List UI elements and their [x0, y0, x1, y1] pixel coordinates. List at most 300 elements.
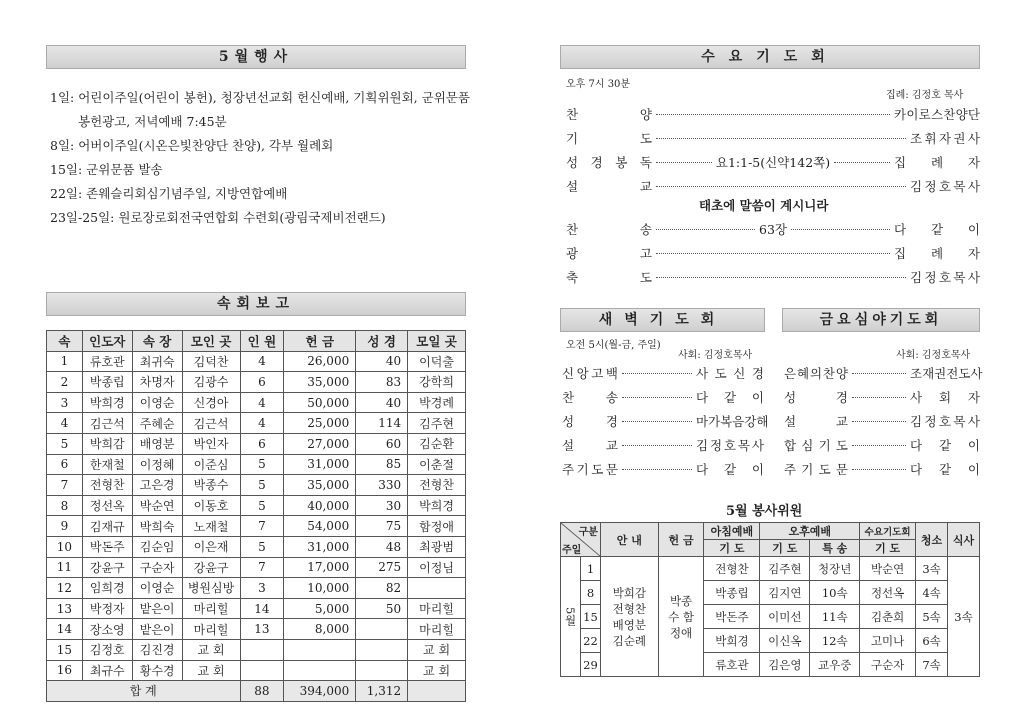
wednesday-row	[566, 220, 980, 238]
meetings-cell: 박순연	[132, 495, 182, 516]
meetings-cell: 11	[47, 557, 83, 578]
wednesday-prayer-cell: 김춘희	[860, 605, 916, 629]
wednesday-row	[566, 129, 980, 147]
friday-row	[784, 388, 980, 406]
dawn-presider: 사회: 김정호목사	[678, 350, 753, 361]
meetings-cell: 5,000	[284, 598, 356, 619]
dawn-value: 다 같 이	[696, 462, 764, 477]
wednesday-label: 기 도	[566, 131, 652, 146]
meetings-cell: 17,000	[284, 557, 356, 578]
leader-dots	[852, 445, 906, 446]
wednesday-row	[566, 105, 980, 123]
meetings-cell: 13	[47, 598, 83, 619]
meetings-cell: 장소영	[82, 619, 132, 640]
leader-dots	[656, 162, 712, 163]
meetings-cell: 83	[356, 372, 408, 393]
meetings-cell: 임희경	[82, 578, 132, 599]
meetings-cell: 114	[356, 413, 408, 434]
meetings-row	[47, 433, 466, 454]
committee-row	[561, 557, 980, 581]
wednesday-value: 김 정 호 목 사	[910, 270, 980, 285]
friday-label: 성 경	[784, 390, 848, 405]
events-list	[50, 86, 470, 230]
leader-dots	[656, 186, 906, 187]
meetings-cell: 27,000	[284, 433, 356, 454]
header-morning: 아침예배	[704, 523, 760, 540]
meetings-cell: 9	[47, 516, 83, 537]
meetings-cell: 이영순	[132, 578, 182, 599]
meetings-cell: 마리힐	[408, 619, 466, 640]
meetings-cell: 330	[356, 475, 408, 496]
event-item: 8일: 어버이주일(시온은빛찬양단 찬양), 각부 월례회	[50, 138, 334, 153]
month-cell: 5월	[561, 557, 581, 677]
total-bible: 1,312	[356, 681, 408, 702]
wednesday-row	[566, 244, 980, 262]
header-gubun: 구분	[578, 527, 598, 538]
wednesday-prayer-cell: 박순연	[860, 557, 916, 581]
special-song-cell: 11속	[810, 605, 860, 629]
friday-row	[784, 364, 983, 382]
meetings-cell: 강윤구	[82, 557, 132, 578]
meetings-cell: 밭은이	[132, 598, 182, 619]
meetings-cell: 김근석	[82, 413, 132, 434]
total-empty	[408, 681, 466, 702]
meetings-cell: 김재규	[82, 516, 132, 537]
meetings-cell: 전형찬	[82, 475, 132, 496]
col-header: 속	[47, 331, 83, 352]
meetings-row	[47, 372, 466, 393]
friday-label: 합 심 기 도	[784, 438, 848, 453]
dawn-row	[562, 412, 769, 430]
wednesday-prayer-cell: 구순자	[860, 653, 916, 677]
meetings-cell: 교 회	[408, 639, 466, 660]
meetings-cell: 박희감	[82, 433, 132, 454]
wednesday-prayer-cell: 정선옥	[860, 581, 916, 605]
meetings-cell: 박경례	[408, 392, 466, 413]
meetings-row	[47, 475, 466, 496]
wednesday-label: 찬 송	[566, 222, 652, 237]
col-header: 모인 곳	[182, 331, 240, 352]
header-prayer: 기 도	[860, 540, 916, 557]
meetings-row	[47, 516, 466, 537]
meetings-cell: 이동호	[182, 495, 240, 516]
meetings-cell: 이정혜	[132, 454, 182, 475]
header-guide: 안 내	[600, 523, 658, 557]
week-cell: 1	[580, 557, 600, 581]
corner-header	[561, 523, 601, 557]
friday-title: 금요심야기도회	[782, 308, 980, 332]
dawn-title: 새벽기도회	[560, 308, 765, 332]
meetings-cell: 이덕출	[408, 351, 466, 372]
meetings-cell: 8,000	[284, 619, 356, 640]
meetings-table	[46, 330, 466, 702]
meetings-cell: 신경아	[182, 392, 240, 413]
meetings-cell: 4	[240, 351, 284, 372]
leader-dots	[656, 253, 890, 254]
meetings-cell: 류호관	[82, 351, 132, 372]
events-title: 5월행사	[46, 45, 466, 69]
meetings-cell: 병원심방	[182, 578, 240, 599]
meetings-cell: 35,000	[284, 372, 356, 393]
wednesday-row	[566, 268, 980, 286]
meetings-cell: 한재철	[82, 454, 132, 475]
dawn-value: 다 같 이	[696, 390, 764, 405]
week-cell: 22	[580, 629, 600, 653]
friday-value: 다 같 이	[910, 438, 980, 453]
meetings-cell: 주혜순	[132, 413, 182, 434]
wednesday-label: 광 고	[566, 246, 652, 261]
meetings-cell: 박희숙	[132, 516, 182, 537]
offering-cell: 박종수 함정애	[658, 557, 704, 677]
friday-value: 다 같 이	[910, 462, 980, 477]
wednesday-row	[566, 177, 980, 195]
meetings-cell: 최규수	[82, 660, 132, 681]
dawn-time: 오전 5시(월-금, 주일)	[566, 340, 661, 351]
meetings-row	[47, 392, 466, 413]
dawn-row	[562, 436, 764, 454]
meetings-row	[47, 660, 466, 681]
meetings-cell: 노재철	[182, 516, 240, 537]
meetings-cell: 최귀숙	[132, 351, 182, 372]
meetings-cell: 김정호	[82, 639, 132, 660]
meetings-cell: 박희경	[82, 392, 132, 413]
meetings-cell: 15	[47, 639, 83, 660]
meetings-cell: 이영순	[132, 392, 182, 413]
event-item: 1일: 어린이주일(어린이 봉헌), 청장년선교회 헌신예배, 기획위원회, 군위문품	[50, 90, 470, 105]
meetings-cell: 교 회	[182, 639, 240, 660]
meetings-cell: 교 회	[408, 660, 466, 681]
leader-dots	[852, 469, 906, 470]
wednesday-value: 다 같 이	[894, 222, 980, 237]
meetings-cell: 김덕찬	[182, 351, 240, 372]
week-cell: 29	[580, 653, 600, 677]
meetings-cell: 5	[47, 433, 83, 454]
afternoon-prayer-cell: 김주현	[760, 557, 810, 581]
meetings-cell: 13	[240, 619, 284, 640]
wednesday-label: 설 교	[566, 179, 652, 194]
guide-cell: 박희감 전형찬 배영분 김순례	[600, 557, 658, 677]
leader-dots	[656, 138, 906, 139]
meetings-cell	[356, 619, 408, 640]
meetings-cell: 최광범	[408, 536, 466, 557]
wednesday-value: 집 례 자	[894, 246, 980, 261]
meetings-cell: 전형찬	[408, 475, 466, 496]
meetings-cell: 이정님	[408, 557, 466, 578]
cleaning-cell: 3속	[916, 557, 948, 581]
meetings-cell	[284, 660, 356, 681]
col-header: 성 경	[356, 331, 408, 352]
meetings-cell: 26,000	[284, 351, 356, 372]
wednesday-row	[566, 153, 980, 171]
meetings-cell: 고은경	[132, 475, 182, 496]
meetings-cell: 이춘절	[408, 454, 466, 475]
event-item: 23일-25일: 원로장로회전국연합회 수련회(광림국제비전랜드)	[50, 210, 386, 225]
special-song-cell: 12속	[810, 629, 860, 653]
friday-row	[784, 436, 980, 454]
meetings-header-row	[47, 331, 466, 352]
meetings-cell: 40	[356, 392, 408, 413]
meetings-cell: 박돈주	[82, 536, 132, 557]
meetings-row	[47, 413, 466, 434]
meetings-cell: 김순환	[408, 433, 466, 454]
wednesday-value: 조 휘 자 권 사	[910, 131, 980, 146]
leader-dots	[622, 373, 692, 374]
meetings-cell: 마리힐	[408, 598, 466, 619]
meetings-cell: 7	[240, 557, 284, 578]
dawn-label: 신 앙 고 백	[562, 366, 618, 381]
wednesday-presider: 집례: 김정호 목사	[886, 90, 964, 101]
leader-dots	[622, 469, 692, 470]
meetings-cell: 82	[356, 578, 408, 599]
meetings-cell: 8	[47, 495, 83, 516]
friday-value: 사 회 자	[910, 390, 980, 405]
meetings-cell: 3	[240, 578, 284, 599]
dawn-label: 찬 송	[562, 390, 618, 405]
meetings-cell: 마리힐	[182, 619, 240, 640]
sermon-title: 태초에 말씀이 계시니라	[699, 198, 829, 213]
meal-cell: 3속	[948, 557, 980, 677]
meetings-cell: 박정자	[82, 598, 132, 619]
meetings-cell: 김주현	[408, 413, 466, 434]
special-song-cell: 청장년	[810, 557, 860, 581]
friday-label: 은 혜 의 찬 양	[784, 366, 848, 381]
meetings-cell: 14	[240, 598, 284, 619]
afternoon-prayer-cell: 김은영	[760, 653, 810, 677]
meetings-row	[47, 619, 466, 640]
friday-value: 김 정 호 목 사	[910, 414, 980, 429]
leader-dots	[852, 421, 906, 422]
wednesday-detail: 요1:1-5(신약142쪽)	[715, 155, 831, 170]
event-item: 봉헌광고, 저녁예배 7:45분	[78, 114, 227, 129]
meetings-cell: 25,000	[284, 413, 356, 434]
meetings-title: 속회보고	[46, 292, 466, 316]
meetings-cell: 54,000	[284, 516, 356, 537]
cleaning-cell: 4속	[916, 581, 948, 605]
col-header: 인 원	[240, 331, 284, 352]
leader-dots	[622, 445, 692, 446]
header-offering: 헌 금	[658, 523, 704, 557]
meetings-cell: 배영분	[132, 433, 182, 454]
meetings-cell: 박종립	[82, 372, 132, 393]
dawn-value: 사 도 신 경	[696, 366, 764, 381]
meetings-cell: 정선옥	[82, 495, 132, 516]
meetings-cell	[356, 660, 408, 681]
week-cell: 8	[580, 581, 600, 605]
meetings-cell: 3	[47, 392, 83, 413]
friday-row	[784, 460, 980, 478]
header-prayer: 기 도	[704, 540, 760, 557]
meetings-row	[47, 598, 466, 619]
dawn-row	[562, 388, 764, 406]
meetings-cell: 박인자	[182, 433, 240, 454]
meetings-cell: 차명자	[132, 372, 182, 393]
committee-table	[560, 522, 980, 677]
leader-dots	[622, 421, 692, 422]
header-clean: 청소	[916, 523, 948, 557]
header-special: 특 송	[810, 540, 860, 557]
morning-prayer-cell: 박돈주	[704, 605, 760, 629]
meetings-cell	[240, 639, 284, 660]
header-wed: 수요기도회	[860, 523, 916, 540]
wednesday-label: 축 도	[566, 270, 652, 285]
dawn-value: 마 가 복 음 강 해	[696, 414, 769, 429]
cleaning-cell: 5속	[916, 605, 948, 629]
wednesday-value: 집 례 자	[894, 155, 980, 170]
meetings-cell: 75	[356, 516, 408, 537]
leader-dots	[852, 373, 906, 374]
leader-dots	[852, 397, 906, 398]
leader-dots	[834, 162, 890, 163]
leader-dots	[656, 114, 890, 115]
meetings-cell: 7	[240, 516, 284, 537]
meetings-row	[47, 639, 466, 660]
leader-dots	[656, 277, 906, 278]
meetings-cell: 12	[47, 578, 83, 599]
meetings-cell: 35,000	[284, 475, 356, 496]
meetings-cell: 14	[47, 619, 83, 640]
meetings-row	[47, 536, 466, 557]
meetings-cell: 31,000	[284, 454, 356, 475]
meetings-cell: 4	[240, 392, 284, 413]
dawn-row	[562, 460, 764, 478]
friday-row	[784, 412, 980, 430]
meetings-cell: 1	[47, 351, 83, 372]
total-people: 88	[240, 681, 284, 702]
wednesday-value: 김 정 호 목 사	[910, 179, 980, 194]
meetings-cell: 40	[356, 351, 408, 372]
dawn-row	[562, 364, 764, 382]
meetings-cell: 교 회	[182, 660, 240, 681]
meetings-cell: 강학희	[408, 372, 466, 393]
meetings-cell: 황수경	[132, 660, 182, 681]
meetings-cell: 박희경	[408, 495, 466, 516]
friday-label: 설 교	[784, 414, 848, 429]
morning-prayer-cell: 박종립	[704, 581, 760, 605]
meetings-cell: 16	[47, 660, 83, 681]
header-prayer: 기 도	[760, 540, 810, 557]
meetings-cell	[356, 639, 408, 660]
meetings-cell: 40,000	[284, 495, 356, 516]
special-song-cell: 10속	[810, 581, 860, 605]
meetings-cell: 김진경	[132, 639, 182, 660]
dawn-label: 설 교	[562, 438, 618, 453]
meetings-cell: 박종수	[182, 475, 240, 496]
wednesday-time: 오후 7시 30분	[566, 79, 631, 90]
morning-prayer-cell: 전형찬	[704, 557, 760, 581]
meetings-row	[47, 578, 466, 599]
dawn-label: 주 기 도 문	[562, 462, 618, 477]
friday-label: 주 기 도 문	[784, 462, 848, 477]
meetings-cell: 50,000	[284, 392, 356, 413]
afternoon-prayer-cell: 이미선	[760, 605, 810, 629]
meetings-cell: 밭은이	[132, 619, 182, 640]
week-cell: 15	[580, 605, 600, 629]
wednesday-value: 카 이 로 스 찬 양 단	[894, 107, 980, 122]
meetings-row	[47, 557, 466, 578]
meetings-cell: 275	[356, 557, 408, 578]
dawn-label: 성 경	[562, 414, 618, 429]
header-afternoon: 오후예배	[760, 523, 860, 540]
meetings-cell: 5	[240, 495, 284, 516]
meetings-cell: 마리힐	[182, 598, 240, 619]
meetings-cell: 30	[356, 495, 408, 516]
meetings-cell: 2	[47, 372, 83, 393]
leader-dots	[791, 229, 890, 230]
meetings-cell: 4	[47, 413, 83, 434]
meetings-cell: 5	[240, 454, 284, 475]
meetings-total-row	[47, 681, 466, 702]
wednesday-title: 수요기도회	[560, 45, 980, 69]
meetings-cell: 김순임	[132, 536, 182, 557]
afternoon-prayer-cell: 김지연	[760, 581, 810, 605]
meetings-cell: 50	[356, 598, 408, 619]
meetings-cell: 31,000	[284, 536, 356, 557]
meetings-cell: 6	[240, 433, 284, 454]
col-header: 헌 금	[284, 331, 356, 352]
special-song-cell: 교우중	[810, 653, 860, 677]
event-item: 15일: 군위문품 발송	[50, 162, 163, 177]
wednesday-detail: 63장	[759, 222, 787, 237]
meetings-cell: 함정애	[408, 516, 466, 537]
meetings-cell	[240, 660, 284, 681]
meetings-row	[47, 495, 466, 516]
friday-presider: 사회: 김정호목사	[896, 350, 971, 361]
col-header: 모일 곳	[408, 331, 466, 352]
committee-title: 5월 봉사위원	[726, 504, 803, 519]
event-item: 22일: 존웨슬리회심기념주일, 지방연합예배	[50, 186, 288, 201]
header-meal: 식사	[948, 523, 980, 557]
header-week: 주일	[562, 545, 582, 556]
meetings-cell: 김근석	[182, 413, 240, 434]
cleaning-cell: 7속	[916, 653, 948, 677]
total-offering: 394,000	[284, 681, 356, 702]
meetings-cell: 85	[356, 454, 408, 475]
meetings-cell: 60	[356, 433, 408, 454]
meetings-row	[47, 351, 466, 372]
dawn-value: 김 정 호 목 사	[696, 438, 764, 453]
meetings-cell: 이준심	[182, 454, 240, 475]
wednesday-label: 찬 양	[566, 107, 652, 122]
meetings-cell: 7	[47, 475, 83, 496]
leader-dots	[622, 397, 692, 398]
meetings-cell: 김광수	[182, 372, 240, 393]
meetings-cell: 10	[47, 536, 83, 557]
wednesday-prayer-cell: 고미나	[860, 629, 916, 653]
meetings-row	[47, 454, 466, 475]
meetings-cell: 48	[356, 536, 408, 557]
meetings-cell: 5	[240, 536, 284, 557]
meetings-cell	[284, 639, 356, 660]
morning-prayer-cell: 류호관	[704, 653, 760, 677]
morning-prayer-cell: 박희경	[704, 629, 760, 653]
meetings-cell	[408, 578, 466, 599]
meetings-cell: 10,000	[284, 578, 356, 599]
meetings-cell: 5	[240, 475, 284, 496]
leader-dots	[656, 229, 755, 230]
meetings-cell: 6	[240, 372, 284, 393]
col-header: 인도자	[82, 331, 132, 352]
wednesday-label: 성 경 봉 독	[566, 155, 652, 170]
meetings-cell: 강윤구	[182, 557, 240, 578]
afternoon-prayer-cell: 이신옥	[760, 629, 810, 653]
meetings-cell: 구순자	[132, 557, 182, 578]
total-label: 합 계	[47, 681, 241, 702]
friday-value: 조 재 권 전 도 사	[910, 366, 983, 381]
meetings-cell: 4	[240, 413, 284, 434]
meetings-cell: 6	[47, 454, 83, 475]
cleaning-cell: 6속	[916, 629, 948, 653]
meetings-cell: 이은재	[182, 536, 240, 557]
